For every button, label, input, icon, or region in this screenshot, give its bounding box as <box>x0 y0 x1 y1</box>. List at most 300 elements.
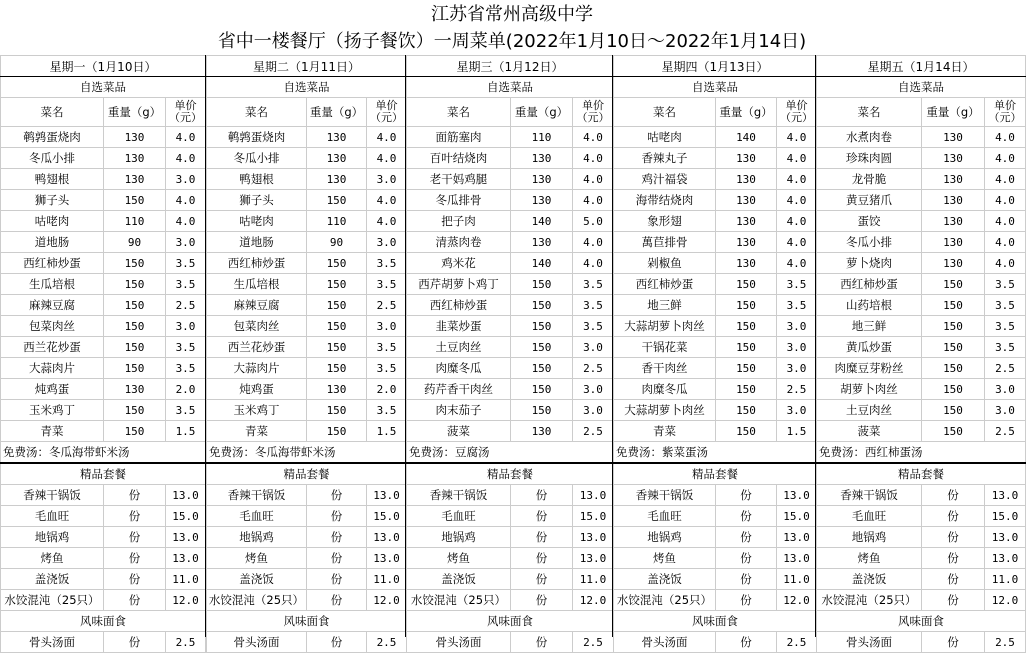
dish-name: 狮子头 <box>207 190 307 211</box>
dish-row <box>1 421 206 442</box>
set-unit: 份 <box>716 485 777 506</box>
dish-row <box>817 379 1026 400</box>
dish-weight: 150 <box>104 400 166 421</box>
set-row <box>407 527 614 548</box>
dish-name: 狮子头 <box>1 190 104 211</box>
noodles-heading: 风味面食 <box>817 611 1026 632</box>
free-soup: 免费汤：冬瓜海带虾米汤 <box>1 442 206 464</box>
noodle-price: 2.5 <box>573 632 614 653</box>
set-price: 13.0 <box>777 527 817 548</box>
dish-weight: 150 <box>104 295 166 316</box>
day-column <box>815 55 1025 649</box>
dish-name: 地三鲜 <box>614 295 716 316</box>
set-name: 盖浇饭 <box>407 569 511 590</box>
set-unit: 份 <box>307 485 367 506</box>
dish-price: 3.0 <box>367 232 407 253</box>
dish-weight: 140 <box>511 253 573 274</box>
dish-price: 4.0 <box>777 211 817 232</box>
noodle-row <box>1 632 206 653</box>
dish-weight: 150 <box>307 421 367 442</box>
col-name-header: 菜名 <box>207 98 307 127</box>
dish-weight: 150 <box>716 358 777 379</box>
dish-name: 鸭翅根 <box>207 169 307 190</box>
dish-row <box>407 232 614 253</box>
dish-row <box>817 211 1026 232</box>
dish-name: 包菜肉丝 <box>207 316 307 337</box>
dish-name: 炖鸡蛋 <box>1 379 104 400</box>
set-name: 地锅鸡 <box>1 527 104 548</box>
dish-name: 青菜 <box>1 421 104 442</box>
dish-name: 冬瓜小排 <box>1 148 104 169</box>
day-table <box>0 55 206 653</box>
noodle-unit: 份 <box>104 632 166 653</box>
dish-name: 鸭翅根 <box>1 169 104 190</box>
dish-weight: 130 <box>307 127 367 148</box>
set-price: 13.0 <box>166 485 206 506</box>
dish-price: 4.0 <box>985 211 1026 232</box>
dish-weight: 150 <box>511 379 573 400</box>
set-name: 水饺混沌（25只） <box>817 590 922 611</box>
free-soup: 免费汤：豆腐汤 <box>407 442 614 464</box>
set-name: 盖浇饭 <box>817 569 922 590</box>
dish-row <box>817 400 1026 421</box>
set-row <box>817 506 1026 527</box>
set-price: 15.0 <box>573 506 614 527</box>
dish-price: 3.5 <box>166 274 206 295</box>
day-table <box>613 55 817 653</box>
dish-price: 4.0 <box>985 232 1026 253</box>
set-name: 地锅鸡 <box>614 527 716 548</box>
dish-name: 大蒜肉片 <box>207 358 307 379</box>
noodle-unit: 份 <box>511 632 573 653</box>
noodle-price: 2.5 <box>777 632 817 653</box>
dish-price: 4.0 <box>573 148 614 169</box>
col-price-header: 单价（元） <box>367 98 407 127</box>
col-weight-header: 重量（g） <box>716 98 777 127</box>
dish-price: 2.0 <box>166 379 206 400</box>
dish-price: 4.0 <box>573 169 614 190</box>
dish-row <box>1 274 206 295</box>
set-price: 13.0 <box>573 548 614 569</box>
set-price: 15.0 <box>166 506 206 527</box>
dish-row <box>407 148 614 169</box>
dish-row <box>407 316 614 337</box>
noodle-name: 骨头汤面 <box>817 632 922 653</box>
dish-price: 4.0 <box>367 211 407 232</box>
day-table <box>816 55 1026 653</box>
dish-price: 3.0 <box>573 337 614 358</box>
dish-row <box>817 169 1026 190</box>
col-price-header: 单价（元） <box>573 98 614 127</box>
day-column <box>0 55 205 649</box>
set-name: 地锅鸡 <box>207 527 307 548</box>
dish-weight: 150 <box>307 337 367 358</box>
dish-name: 道地肠 <box>1 232 104 253</box>
set-unit: 份 <box>307 548 367 569</box>
dish-weight: 130 <box>922 169 985 190</box>
dish-row <box>817 190 1026 211</box>
dish-weight: 150 <box>511 337 573 358</box>
dish-row <box>407 127 614 148</box>
dish-row <box>1 190 206 211</box>
set-name: 烤鱼 <box>817 548 922 569</box>
dish-name: 菠菜 <box>407 421 511 442</box>
noodle-name: 骨头汤面 <box>407 632 511 653</box>
set-row <box>614 569 817 590</box>
dish-weight: 150 <box>104 253 166 274</box>
dish-name: 麻辣豆腐 <box>1 295 104 316</box>
dish-weight: 110 <box>511 127 573 148</box>
dish-price: 4.0 <box>166 211 206 232</box>
set-unit: 份 <box>104 506 166 527</box>
dish-name: 咕咾肉 <box>614 127 716 148</box>
set-name: 香辣干锅饭 <box>207 485 307 506</box>
dish-name: 水煮肉卷 <box>817 127 922 148</box>
dish-name: 山药培根 <box>817 295 922 316</box>
set-name: 水饺混沌（25只） <box>614 590 716 611</box>
dish-name: 蛋饺 <box>817 211 922 232</box>
noodles-heading: 风味面食 <box>614 611 817 632</box>
set-row <box>817 485 1026 506</box>
set-row <box>407 569 614 590</box>
col-weight-header: 重量（g） <box>922 98 985 127</box>
dish-price: 3.5 <box>985 295 1026 316</box>
dish-name: 青菜 <box>207 421 307 442</box>
dish-name: 西兰花炒蛋 <box>1 337 104 358</box>
dish-price: 3.5 <box>985 274 1026 295</box>
dish-price: 4.0 <box>777 148 817 169</box>
dish-name: 萝卜烧肉 <box>817 253 922 274</box>
dish-row <box>817 253 1026 274</box>
set-name: 盖浇饭 <box>614 569 716 590</box>
dish-row <box>207 295 407 316</box>
dish-name: 西红柿炒蛋 <box>614 274 716 295</box>
dish-price: 3.0 <box>985 379 1026 400</box>
dish-weight: 150 <box>922 358 985 379</box>
col-name-header: 菜名 <box>407 98 511 127</box>
dish-name: 生瓜培根 <box>1 274 104 295</box>
set-row <box>207 506 407 527</box>
day-table <box>206 55 407 653</box>
dish-row <box>207 379 407 400</box>
dish-row <box>207 337 407 358</box>
dish-weight: 130 <box>716 190 777 211</box>
premium-heading: 精品套餐 <box>614 463 817 485</box>
set-unit: 份 <box>716 590 777 611</box>
dish-name: 地三鲜 <box>817 316 922 337</box>
day-header: 星期五（1月14日） <box>817 56 1026 77</box>
set-price: 13.0 <box>367 527 407 548</box>
col-weight-header: 重量（g） <box>104 98 166 127</box>
dish-name: 西红柿炒蛋 <box>817 274 922 295</box>
set-price: 12.0 <box>985 590 1026 611</box>
dish-name: 西芹胡萝卜鸡丁 <box>407 274 511 295</box>
dish-price: 3.5 <box>985 316 1026 337</box>
dish-row <box>207 316 407 337</box>
dish-row <box>614 190 817 211</box>
dish-name: 香干肉丝 <box>614 358 716 379</box>
set-name: 地锅鸡 <box>407 527 511 548</box>
set-price: 15.0 <box>777 506 817 527</box>
dish-name: 冬瓜小排 <box>817 232 922 253</box>
dish-weight: 150 <box>511 400 573 421</box>
dish-weight: 130 <box>922 127 985 148</box>
dish-row <box>207 274 407 295</box>
dish-row <box>1 148 206 169</box>
col-price-header: 单价（元） <box>985 98 1026 127</box>
dish-row <box>614 169 817 190</box>
menu-title: 省中一楼餐厅（扬子餐饮）一周菜单(2022年1月10日～2022年1月14日) <box>217 31 807 52</box>
dish-weight: 130 <box>104 169 166 190</box>
noodle-unit: 份 <box>922 632 985 653</box>
dish-weight: 130 <box>511 190 573 211</box>
dish-price: 2.5 <box>777 379 817 400</box>
dish-row <box>407 400 614 421</box>
set-price: 15.0 <box>367 506 407 527</box>
set-name: 毛血旺 <box>817 506 922 527</box>
set-row <box>614 506 817 527</box>
set-unit: 份 <box>922 569 985 590</box>
dish-weight: 150 <box>922 316 985 337</box>
dish-name: 胡萝卜肉丝 <box>817 379 922 400</box>
dish-name: 老干妈鸡腿 <box>407 169 511 190</box>
dish-row <box>614 337 817 358</box>
dish-name: 肉末茄子 <box>407 400 511 421</box>
set-row <box>407 485 614 506</box>
set-price: 13.0 <box>573 527 614 548</box>
dish-name: 象形翅 <box>614 211 716 232</box>
noodle-row <box>207 632 407 653</box>
col-name-header: 菜名 <box>1 98 104 127</box>
dish-row <box>407 211 614 232</box>
set-price: 13.0 <box>985 527 1026 548</box>
set-price: 11.0 <box>777 569 817 590</box>
dish-weight: 150 <box>716 421 777 442</box>
set-row <box>1 506 206 527</box>
dish-weight: 130 <box>716 253 777 274</box>
dish-price: 4.0 <box>985 127 1026 148</box>
set-unit: 份 <box>922 590 985 611</box>
set-price: 11.0 <box>573 569 614 590</box>
dish-row <box>817 295 1026 316</box>
dish-row <box>1 400 206 421</box>
dish-price: 3.0 <box>573 400 614 421</box>
dish-weight: 150 <box>716 379 777 400</box>
set-unit: 份 <box>104 548 166 569</box>
noodles-heading: 风味面食 <box>207 611 407 632</box>
dish-row <box>207 148 407 169</box>
dish-weight: 150 <box>511 274 573 295</box>
dish-price: 3.0 <box>166 232 206 253</box>
dish-row <box>407 337 614 358</box>
self-select-heading: 自选菜品 <box>614 77 817 98</box>
dish-name: 大蒜胡萝卜肉丝 <box>614 316 716 337</box>
dish-price: 4.0 <box>573 190 614 211</box>
dish-row <box>407 358 614 379</box>
dish-name: 龙骨脆 <box>817 169 922 190</box>
dish-weight: 150 <box>922 337 985 358</box>
dish-name: 面筋塞肉 <box>407 127 511 148</box>
dish-weight: 150 <box>922 379 985 400</box>
dish-name: 菠菜 <box>817 421 922 442</box>
set-unit: 份 <box>104 485 166 506</box>
dish-name: 剁椒鱼 <box>614 253 716 274</box>
dish-row <box>817 421 1026 442</box>
dish-weight: 150 <box>307 400 367 421</box>
dish-row <box>614 127 817 148</box>
dish-row <box>407 274 614 295</box>
dish-row <box>1 316 206 337</box>
dish-row <box>407 190 614 211</box>
dish-row <box>407 379 614 400</box>
set-price: 13.0 <box>367 548 407 569</box>
dish-row <box>614 148 817 169</box>
set-unit: 份 <box>511 569 573 590</box>
set-row <box>817 590 1026 611</box>
dish-weight: 150 <box>922 400 985 421</box>
dish-row <box>1 379 206 400</box>
dish-weight: 150 <box>922 295 985 316</box>
dish-row <box>1 358 206 379</box>
dish-row <box>407 421 614 442</box>
dish-price: 3.0 <box>166 316 206 337</box>
dish-name: 咕咾肉 <box>1 211 104 232</box>
set-unit: 份 <box>511 485 573 506</box>
dish-name: 把子肉 <box>407 211 511 232</box>
noodle-row <box>817 632 1026 653</box>
set-unit: 份 <box>922 527 985 548</box>
dish-weight: 130 <box>307 169 367 190</box>
free-soup: 免费汤：西红柿蛋汤 <box>817 442 1026 464</box>
set-price: 13.0 <box>367 485 407 506</box>
dish-weight: 130 <box>511 421 573 442</box>
set-price: 13.0 <box>985 548 1026 569</box>
set-row <box>1 569 206 590</box>
dish-name: 鹌鹑蛋烧肉 <box>1 127 104 148</box>
premium-heading: 精品套餐 <box>207 463 407 485</box>
dish-price: 4.0 <box>777 190 817 211</box>
dish-price: 4.0 <box>985 169 1026 190</box>
set-row <box>207 590 407 611</box>
set-row <box>817 569 1026 590</box>
set-unit: 份 <box>716 527 777 548</box>
dish-price: 4.0 <box>367 148 407 169</box>
noodle-name: 骨头汤面 <box>207 632 307 653</box>
set-name: 盖浇饭 <box>1 569 104 590</box>
dish-row <box>614 274 817 295</box>
dish-name: 肉糜豆芽粉丝 <box>817 358 922 379</box>
set-name: 香辣干锅饭 <box>1 485 104 506</box>
set-row <box>1 527 206 548</box>
dish-weight: 130 <box>104 127 166 148</box>
noodle-price: 2.5 <box>367 632 407 653</box>
dish-weight: 130 <box>922 232 985 253</box>
dish-weight: 130 <box>104 148 166 169</box>
dish-price: 3.5 <box>166 358 206 379</box>
dish-price: 3.5 <box>573 316 614 337</box>
dish-name: 黄豆猪爪 <box>817 190 922 211</box>
noodle-name: 骨头汤面 <box>614 632 716 653</box>
dish-weight: 150 <box>307 190 367 211</box>
dish-row <box>407 253 614 274</box>
dish-name: 咕咾肉 <box>207 211 307 232</box>
dish-row <box>1 169 206 190</box>
dish-row <box>817 316 1026 337</box>
day-header: 星期一（1月10日） <box>1 56 206 77</box>
dish-price: 3.5 <box>367 253 407 274</box>
dish-price: 3.0 <box>985 400 1026 421</box>
dish-price: 2.5 <box>573 358 614 379</box>
set-price: 12.0 <box>166 590 206 611</box>
set-unit: 份 <box>307 527 367 548</box>
dish-row <box>614 379 817 400</box>
col-price-header: 单价（元） <box>777 98 817 127</box>
dish-weight: 130 <box>307 148 367 169</box>
dish-row <box>614 400 817 421</box>
dish-price: 1.5 <box>777 421 817 442</box>
dish-name: 香辣丸子 <box>614 148 716 169</box>
dish-weight: 150 <box>307 274 367 295</box>
premium-heading: 精品套餐 <box>1 463 206 485</box>
set-name: 毛血旺 <box>207 506 307 527</box>
dish-row <box>1 253 206 274</box>
set-price: 13.0 <box>166 527 206 548</box>
dish-row <box>614 211 817 232</box>
dish-price: 4.0 <box>573 232 614 253</box>
set-price: 11.0 <box>166 569 206 590</box>
dish-weight: 150 <box>104 358 166 379</box>
dish-weight: 150 <box>511 316 573 337</box>
dish-price: 3.5 <box>573 274 614 295</box>
dish-row <box>207 358 407 379</box>
dish-weight: 150 <box>716 295 777 316</box>
set-price: 12.0 <box>367 590 407 611</box>
dish-row <box>614 232 817 253</box>
dish-price: 3.0 <box>367 316 407 337</box>
set-name: 烤鱼 <box>614 548 716 569</box>
dish-price: 2.0 <box>367 379 407 400</box>
premium-heading: 精品套餐 <box>817 463 1026 485</box>
dish-price: 4.0 <box>777 253 817 274</box>
set-price: 13.0 <box>777 548 817 569</box>
set-name: 毛血旺 <box>407 506 511 527</box>
dish-name: 玉米鸡丁 <box>207 400 307 421</box>
set-unit: 份 <box>716 548 777 569</box>
free-soup: 免费汤：紫菜蛋汤 <box>614 442 817 464</box>
dish-row <box>614 295 817 316</box>
dish-name: 道地肠 <box>207 232 307 253</box>
dish-weight: 130 <box>716 148 777 169</box>
set-price: 13.0 <box>985 485 1026 506</box>
col-name-header: 菜名 <box>614 98 716 127</box>
dish-price: 4.0 <box>166 148 206 169</box>
dish-weight: 150 <box>511 358 573 379</box>
set-row <box>407 548 614 569</box>
free-soup: 免费汤：冬瓜海带虾米汤 <box>207 442 407 464</box>
dish-name: 黄瓜炒蛋 <box>817 337 922 358</box>
set-row <box>207 548 407 569</box>
set-name: 毛血旺 <box>614 506 716 527</box>
set-row <box>207 485 407 506</box>
dish-price: 3.0 <box>777 400 817 421</box>
dish-price: 4.0 <box>367 190 407 211</box>
dish-row <box>817 337 1026 358</box>
dish-row <box>817 148 1026 169</box>
dish-row <box>207 169 407 190</box>
dish-weight: 140 <box>716 127 777 148</box>
dish-row <box>207 232 407 253</box>
self-select-heading: 自选菜品 <box>207 77 407 98</box>
